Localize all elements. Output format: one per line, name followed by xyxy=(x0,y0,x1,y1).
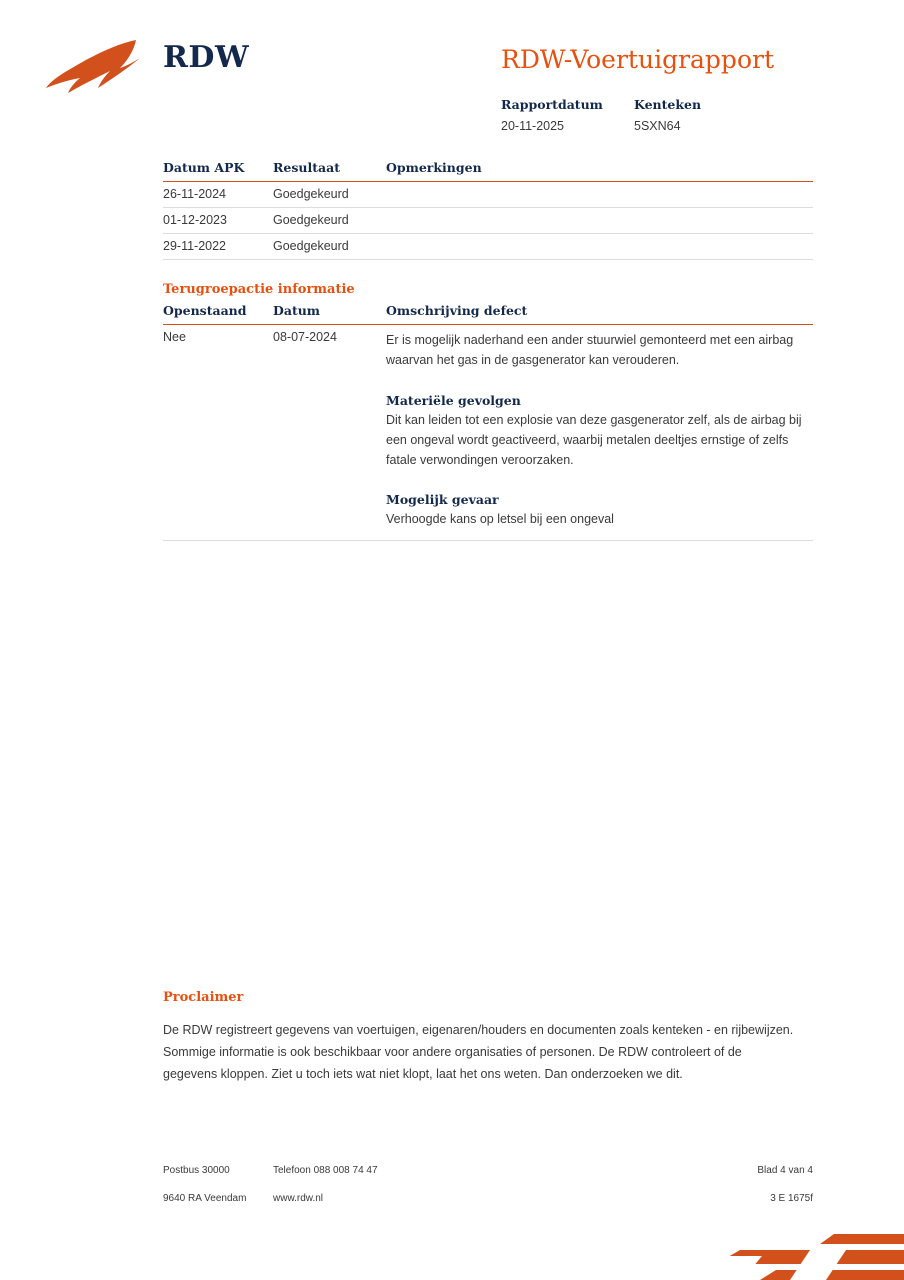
apk-date: 26-11-2024 xyxy=(163,187,227,201)
table-row xyxy=(163,234,813,260)
apk-col-result: Resultaat xyxy=(273,160,340,175)
licence-value: 5SXN64 xyxy=(634,119,681,133)
recall-date-value: 08-07-2024 xyxy=(273,330,337,344)
report-date-label: Rapportdatum xyxy=(501,97,603,112)
apk-table xyxy=(163,160,813,260)
footer-stripes-decoration xyxy=(0,1220,904,1280)
table-row xyxy=(163,182,813,208)
apk-date: 01-12-2023 xyxy=(163,213,227,227)
recall-consequences-heading: Materiële gevolgen xyxy=(386,392,521,408)
recall-consequences-text: Dit kan leiden tot een explosie van deze gasgenerator zelf, als de airbag bij een ongeval wordt geactiveerd, waarbij metalen deeltjes ernstige of zelfs fatale verwondingen veroorzaken. xyxy=(386,412,802,467)
footer-address-line2: 9640 RA Veendam xyxy=(163,1193,247,1204)
footer-doc-code: 3 E 1675f xyxy=(770,1193,813,1204)
apk-col-remarks: Opmerkingen xyxy=(386,160,482,175)
footer-contact-line1: Telefoon 088 008 74 47 xyxy=(273,1165,378,1176)
recall-col-date: Datum xyxy=(273,303,321,318)
licence-label: Kenteken xyxy=(634,97,702,112)
apk-remarks xyxy=(386,187,813,201)
table-row xyxy=(163,325,813,541)
report-date-value: 20-11-2025 xyxy=(501,119,565,133)
report-meta xyxy=(501,97,831,133)
proclaimer-heading: Proclaimer xyxy=(163,990,244,1005)
recall-section-heading: Terugroepactie informatie xyxy=(163,282,355,297)
apk-table-header xyxy=(163,160,813,182)
footer-address-line1: Postbus 30000 xyxy=(163,1165,230,1176)
apk-result: Goedgekeurd xyxy=(273,213,349,227)
rdw-feather-logo-icon xyxy=(44,38,154,98)
apk-date: 29-11-2022 xyxy=(163,239,227,253)
recall-risk-text: Verhoogde kans op letsel bij een ongeval xyxy=(386,512,614,527)
recall-col-open: Openstaand xyxy=(163,303,247,318)
recall-open-value: Nee xyxy=(163,330,186,344)
apk-remarks xyxy=(386,213,813,227)
table-row xyxy=(163,208,813,234)
recall-table-header xyxy=(163,303,813,325)
recall-col-description: Omschrijving defect xyxy=(386,303,528,318)
rdw-wordmark: RDW xyxy=(163,40,250,75)
apk-result: Goedgekeurd xyxy=(273,239,349,253)
recall-table xyxy=(163,303,813,541)
recall-defect-description: Er is mogelijk naderhand een ander stuurwiel gemonteerd met een airbag waarvan het gas in de gasgenerator kan verouderen. xyxy=(386,333,794,368)
apk-result: Goedgekeurd xyxy=(273,187,349,201)
footer-website: www.rdw.nl xyxy=(273,1193,324,1204)
recall-risk-heading: Mogelijk gevaar xyxy=(386,492,499,508)
apk-col-date: Datum APK xyxy=(163,160,245,175)
recall-description-block xyxy=(386,330,813,530)
apk-remarks xyxy=(386,239,813,253)
page-footer xyxy=(163,1165,813,1221)
footer-page-info: Blad 4 van 4 xyxy=(757,1165,813,1176)
proclaimer-body: De RDW registreert gegevens van voertuigen, eigenaren/houders en documenten zoals kenteken - en rijbewijzen. Sommige informatie is ook beschikbaar voor andere organisaties of personen. De RDW controleert of de gegevens kloppen. Ziet u toch iets wat niet klopt, laat het ons weten. Dan onderzoeken we dit. xyxy=(163,1023,794,1082)
page-title: RDW-Voertuigrapport xyxy=(501,45,774,74)
